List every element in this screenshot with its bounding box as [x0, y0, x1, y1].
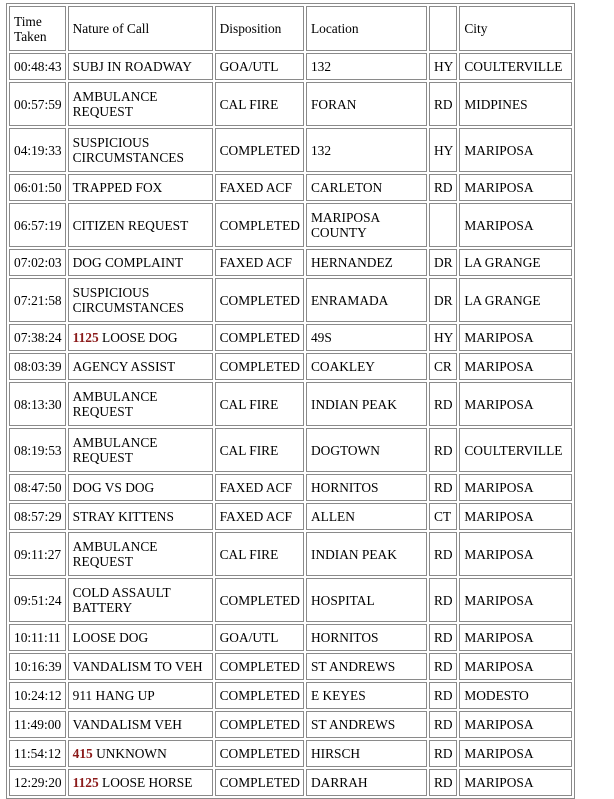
- cell-city: LA GRANGE: [459, 249, 572, 276]
- call-nature: VANDALISM VEH: [72, 717, 182, 732]
- cell-suffix: RD: [429, 174, 457, 201]
- cell-disposition: FAXED ACF: [215, 249, 304, 276]
- cell-suffix: RD: [429, 769, 457, 796]
- cell-time: 07:02:03: [9, 249, 66, 276]
- cell-time: 08:57:29: [9, 503, 66, 530]
- call-nature: CITIZEN REQUEST: [72, 217, 189, 233]
- cell-location: HIRSCH: [306, 740, 427, 767]
- cell-time: 07:21:58: [9, 278, 66, 322]
- table-row: [9, 249, 572, 276]
- table-row: [9, 769, 572, 796]
- call-nature: UNKNOWN: [96, 746, 167, 761]
- cell-time: 07:38:24: [9, 324, 66, 351]
- table-row: [9, 578, 572, 622]
- cell-suffix: [429, 203, 457, 247]
- cell-city: MARIPOSA: [459, 324, 572, 351]
- cell-time: 08:47:50: [9, 474, 66, 501]
- cell-time: 08:19:53: [9, 428, 66, 472]
- cell-time: 11:54:12: [9, 740, 66, 767]
- cell-disposition: COMPLETED: [215, 578, 304, 622]
- cell-location: ENRAMADA: [306, 278, 427, 322]
- cell-time: 12:29:20: [9, 769, 66, 796]
- cell-city: MARIPOSA: [459, 578, 572, 622]
- call-nature: AMBULANCE REQUEST: [72, 389, 158, 419]
- cell-location: ST ANDREWS: [306, 653, 427, 680]
- call-nature: DOG VS DOG: [72, 480, 155, 495]
- cell-disposition: COMPLETED: [215, 682, 304, 709]
- cell-suffix: RD: [429, 624, 457, 651]
- cell-suffix: RD: [429, 653, 457, 680]
- cell-nature: [68, 653, 213, 680]
- cell-city: COULTERVILLE: [459, 53, 572, 80]
- table-row: [9, 682, 572, 709]
- call-nature: DOG COMPLAINT: [72, 255, 184, 270]
- cell-disposition: CAL FIRE: [215, 382, 304, 426]
- cell-nature: [68, 324, 213, 351]
- cell-time: 00:48:43: [9, 53, 66, 80]
- cell-city: MARIPOSA: [459, 474, 572, 501]
- cell-location: HORNITOS: [306, 474, 427, 501]
- cell-time: 10:24:12: [9, 682, 66, 709]
- call-nature: AMBULANCE REQUEST: [72, 539, 158, 569]
- cell-location: COAKLEY: [306, 353, 427, 380]
- cell-suffix: HY: [429, 128, 457, 172]
- cell-suffix: HY: [429, 324, 457, 351]
- cell-city: MARIPOSA: [459, 532, 572, 576]
- call-nature: AMBULANCE REQUEST: [72, 435, 158, 465]
- cell-disposition: GOA/UTL: [215, 53, 304, 80]
- call-code: 1125: [72, 775, 99, 790]
- cell-suffix: RD: [429, 428, 457, 472]
- cell-location: E KEYES: [306, 682, 427, 709]
- call-code: 415: [72, 746, 93, 761]
- cell-city: MARIPOSA: [459, 174, 572, 201]
- cell-suffix: DR: [429, 249, 457, 276]
- cell-suffix: RD: [429, 711, 457, 738]
- cell-location: 49S: [306, 324, 427, 351]
- cell-city: MARIPOSA: [459, 624, 572, 651]
- cell-nature: [68, 203, 213, 247]
- cell-city: MARIPOSA: [459, 740, 572, 767]
- cell-disposition: COMPLETED: [215, 128, 304, 172]
- table-row: [9, 324, 572, 351]
- cell-location: 132: [306, 128, 427, 172]
- call-nature: LOOSE DOG: [72, 630, 149, 645]
- cell-nature: [68, 382, 213, 426]
- cell-city: MARIPOSA: [459, 769, 572, 796]
- cell-time: 08:03:39: [9, 353, 66, 380]
- cell-city: MODESTO: [459, 682, 572, 709]
- cell-disposition: COMPLETED: [215, 711, 304, 738]
- cell-location: HERNANDEZ: [306, 249, 427, 276]
- table-row: [9, 428, 572, 472]
- cell-time: 08:13:30: [9, 382, 66, 426]
- cell-suffix: CT: [429, 503, 457, 530]
- cell-nature: [68, 740, 213, 767]
- table-row: [9, 653, 572, 680]
- cell-city: MARIPOSA: [459, 711, 572, 738]
- cell-time: 11:49:00: [9, 711, 66, 738]
- cell-time: 10:16:39: [9, 653, 66, 680]
- call-nature: 911 HANG UP: [72, 688, 155, 703]
- cell-location: DOGTOWN: [306, 428, 427, 472]
- cell-suffix: HY: [429, 53, 457, 80]
- cell-nature: [68, 532, 213, 576]
- cell-disposition: COMPLETED: [215, 769, 304, 796]
- cell-disposition: GOA/UTL: [215, 624, 304, 651]
- cell-nature: [68, 769, 213, 796]
- cell-suffix: RD: [429, 532, 457, 576]
- cell-disposition: CAL FIRE: [215, 428, 304, 472]
- cell-location: INDIAN PEAK: [306, 532, 427, 576]
- call-nature: LOOSE HORSE: [102, 775, 193, 790]
- cell-location: HORNITOS: [306, 624, 427, 651]
- cell-city: COULTERVILLE: [459, 428, 572, 472]
- cell-disposition: COMPLETED: [215, 278, 304, 322]
- header-location: Location: [306, 6, 427, 51]
- table-row: [9, 474, 572, 501]
- cell-disposition: COMPLETED: [215, 203, 304, 247]
- header-suffix: [429, 6, 457, 51]
- table-row: [9, 624, 572, 651]
- call-nature: STRAY KITTENS: [72, 509, 174, 524]
- cell-disposition: FAXED ACF: [215, 174, 304, 201]
- table-row: [9, 711, 572, 738]
- cell-city: MARIPOSA: [459, 653, 572, 680]
- cell-nature: [68, 711, 213, 738]
- cell-suffix: DR: [429, 278, 457, 322]
- call-nature: COLD ASSAULT BATTERY: [72, 585, 171, 615]
- cell-location: HOSPITAL: [306, 578, 427, 622]
- cell-city: MARIPOSA: [459, 503, 572, 530]
- call-nature: LOOSE DOG: [102, 330, 178, 345]
- cell-time: 09:51:24: [9, 578, 66, 622]
- cell-location: 132: [306, 53, 427, 80]
- cell-disposition: COMPLETED: [215, 324, 304, 351]
- call-nature: VANDALISM TO VEH: [72, 659, 203, 674]
- table-row: [9, 174, 572, 201]
- cell-disposition: CAL FIRE: [215, 532, 304, 576]
- cell-time: 09:11:27: [9, 532, 66, 576]
- header-nature-of-call: Nature of Call: [68, 6, 213, 51]
- call-log-body: [9, 53, 572, 796]
- cell-nature: [68, 428, 213, 472]
- cell-city: MARIPOSA: [459, 353, 572, 380]
- table-row: [9, 53, 572, 80]
- cell-nature: [68, 278, 213, 322]
- cell-suffix: CR: [429, 353, 457, 380]
- cell-time: 06:01:50: [9, 174, 66, 201]
- cell-disposition: COMPLETED: [215, 740, 304, 767]
- cell-nature: [68, 353, 213, 380]
- cell-suffix: RD: [429, 740, 457, 767]
- call-code: 1125: [72, 330, 99, 345]
- cell-time: 00:57:59: [9, 82, 66, 126]
- header-city: City: [459, 6, 572, 51]
- cell-nature: [68, 174, 213, 201]
- cell-suffix: RD: [429, 82, 457, 126]
- cell-nature: [68, 53, 213, 80]
- table-row: [9, 382, 572, 426]
- table-row: [9, 740, 572, 767]
- cell-city: MIDPINES: [459, 82, 572, 126]
- cell-city: MARIPOSA: [459, 382, 572, 426]
- cell-time: 06:57:19: [9, 203, 66, 247]
- cell-disposition: FAXED ACF: [215, 503, 304, 530]
- cell-time: 04:19:33: [9, 128, 66, 172]
- table-row: [9, 82, 572, 126]
- cell-nature: [68, 503, 213, 530]
- cell-location: CARLETON: [306, 174, 427, 201]
- table-row: [9, 503, 572, 530]
- header-time-taken: Time Taken: [9, 6, 66, 51]
- header-disposition: Disposition: [215, 6, 304, 51]
- table-row: [9, 532, 572, 576]
- header-row: [9, 6, 572, 51]
- cell-nature: [68, 128, 213, 172]
- cell-suffix: RD: [429, 682, 457, 709]
- cell-suffix: RD: [429, 578, 457, 622]
- cell-city: MARIPOSA: [459, 128, 572, 172]
- cell-nature: [68, 82, 213, 126]
- cell-location: ALLEN: [306, 503, 427, 530]
- cell-city: LA GRANGE: [459, 278, 572, 322]
- cell-nature: [68, 474, 213, 501]
- cell-suffix: RD: [429, 382, 457, 426]
- call-nature: SUBJ IN ROADWAY: [72, 59, 192, 74]
- cell-location: DARRAH: [306, 769, 427, 796]
- cell-disposition: COMPLETED: [215, 353, 304, 380]
- cell-suffix: RD: [429, 474, 457, 501]
- call-nature: AGENCY ASSIST: [72, 359, 176, 374]
- call-log-table: [6, 3, 575, 799]
- table-row: [9, 128, 572, 172]
- cell-location: INDIAN PEAK: [306, 382, 427, 426]
- cell-disposition: CAL FIRE: [215, 82, 304, 126]
- cell-nature: [68, 624, 213, 651]
- call-nature: AMBULANCE REQUEST: [72, 89, 158, 119]
- table-row: [9, 278, 572, 322]
- cell-nature: [68, 682, 213, 709]
- call-nature: SUSPICIOUS CIRCUMSTANCES: [72, 285, 184, 315]
- cell-location: MARIPOSA COUNTY: [306, 203, 427, 247]
- call-nature: SUSPICIOUS CIRCUMSTANCES: [72, 135, 184, 165]
- call-nature: TRAPPED FOX: [72, 180, 163, 195]
- cell-nature: [68, 249, 213, 276]
- cell-location: ST ANDREWS: [306, 711, 427, 738]
- cell-location: FORAN: [306, 82, 427, 126]
- cell-disposition: FAXED ACF: [215, 474, 304, 501]
- cell-time: 10:11:11: [9, 624, 66, 651]
- cell-city: MARIPOSA: [459, 203, 572, 247]
- cell-disposition: COMPLETED: [215, 653, 304, 680]
- table-row: [9, 203, 572, 247]
- cell-nature: [68, 578, 213, 622]
- table-row: [9, 353, 572, 380]
